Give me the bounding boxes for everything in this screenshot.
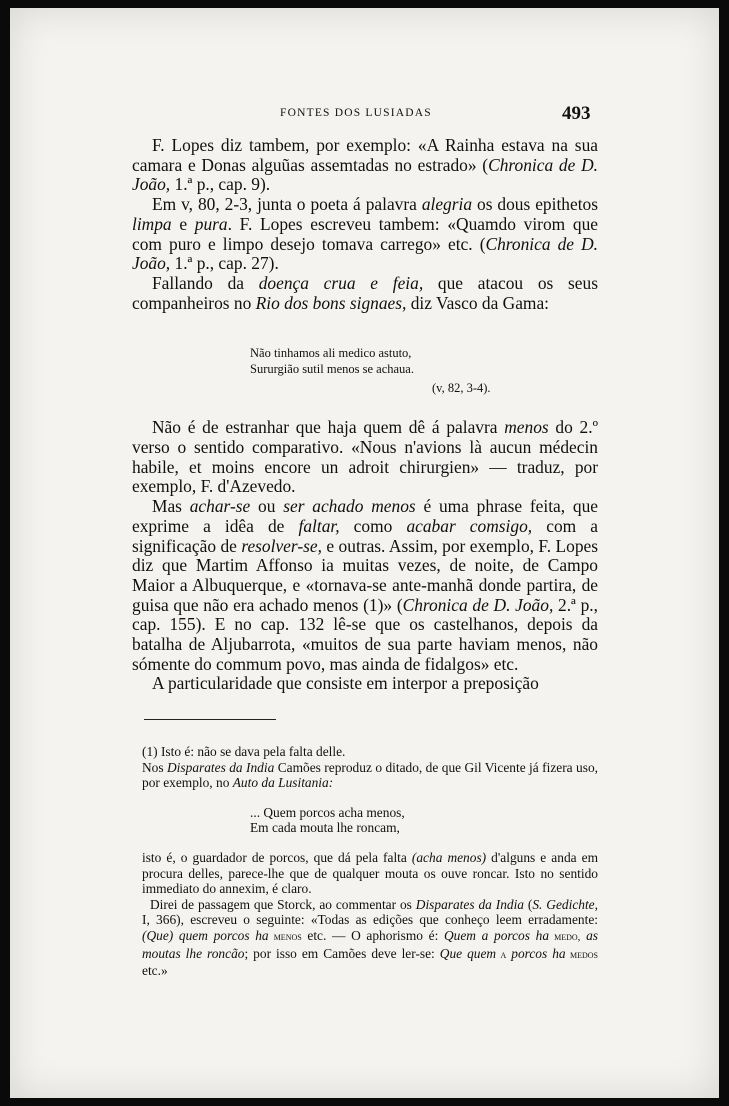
footnote-divider: [144, 719, 276, 720]
paragraph: Não é de estranhar que haja quem dê á palavra menos do 2.º verso o sentido comparativo. «Nous n'avions là aucun médecin habile, et moins encore un adroit chirurgien» — traduz, por exemplo, F. d'Azevedo.: [132, 417, 598, 497]
verse-reference: (v, 82, 3-4).: [432, 381, 491, 396]
main-text: [132, 136, 598, 694]
footnote: Nos Disparates da India Camões reproduz o ditado, de que Gil Vicente já fizera uso, por exemplo, no Auto da Lusitania:: [142, 759, 598, 791]
footnote: isto é, o guardador de porcos, que dá pela falta (acha menos) d'alguns e anda em procura delles, parece-lhe que de qualquer mouta os ouve roncar. Isto no sentido immediato do annexim, é claro.: [142, 849, 598, 897]
paragraph: A particularidade que consiste em interpor a preposição: [152, 673, 539, 694]
running-title: FONTES DOS LUSIADAS: [280, 107, 432, 119]
footnote-verse: [250, 805, 598, 836]
verse-line: Não tinhamos ali medico astuto,: [250, 346, 412, 361]
verse-line: Em cada mouta lhe roncam,: [250, 820, 400, 836]
paragraph: Fallando da doença crua e feia, que atacou os seus companheiros no Rio dos bons signaes, diz Vasco da Gama:: [132, 272, 598, 313]
paragraph: Mas achar-se ou ser achado menos é uma phrase feita, que exprime a idêa de faltar, como acabar comsigo, com a significação de resolver-se, e outras. Assim, por exemplo, F. Lopes diz que Martim Affonso ia muitas vezes, de noite, de Campo Maior a Albuquerque, e «tornava-se ante-manhã donde partira, de guisa que não era achado menos (1)» (Chronica de D. João, 2.ª p., cap. 155). E no cap. 132 lê-se que os castelhanos, depois da batalha de Aljubarrota, «muitos de sua parte haviam menos, não sómente do commum povo, mas ainda de fidalgos» etc.: [132, 496, 599, 674]
book-page: [10, 8, 719, 1098]
footnote: (1) Isto é: não se dava pela falta delle.: [142, 744, 346, 759]
page-number: 493: [562, 103, 591, 124]
verse-quote: [250, 345, 598, 396]
paragraph: F. Lopes diz tambem, por exemplo: «A Rainha estava na sua camara e Donas alguũas assemtadas no estrado» (Chronica de D. João, 1.ª p., cap. 9).: [132, 135, 598, 195]
verse-line: Sururgião sutil menos se achaua.: [250, 362, 414, 377]
footnotes: [142, 744, 598, 979]
paragraph: Em v, 80, 2-3, junta o poeta á palavra alegria os dous epithetos limpa e pura. F. Lopes escreveu tambem: «Quamdo virom que com puro e limpo desejo tomava carrego» etc. (Chronica de D. João, 1.ª p., cap. 27).: [132, 194, 598, 274]
footnote: Direi de passagem que Storck, ao commentar os Disparates da India (S. Gedichte, I, 366), escreveu o seguinte: «Todas as edições que conheço leem erradamente: (Que) quem porcos ha menos etc. — O aphorismo é: Quem a porcos ha medo, as moutas lhe roncão; por isso em Camões deve ler-se: Que quem a porcos ha medos etc.»: [142, 896, 598, 979]
verse-line: ... Quem porcos acha menos,: [250, 804, 405, 820]
